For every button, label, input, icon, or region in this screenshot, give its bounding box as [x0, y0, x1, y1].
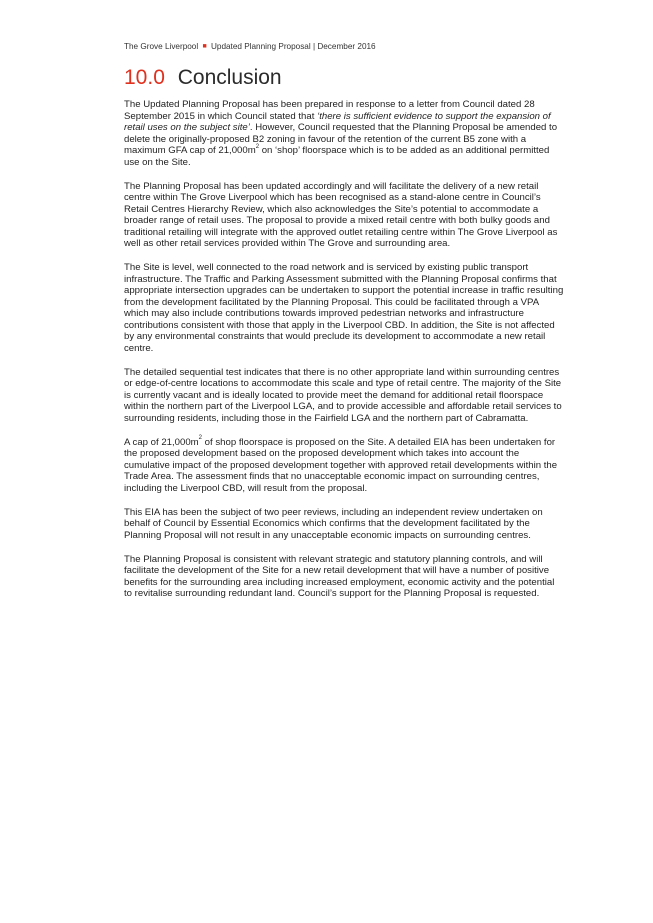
paragraph-1-text-c: on ‘shop’ floorspace which is to be added as an additional permitted use on the Site. — [124, 145, 550, 168]
header-document-subtitle: Updated Planning Proposal | December 2016 — [210, 42, 376, 51]
header-separator-icon: ■ — [202, 43, 207, 50]
paragraph-1-text-b: . However, Council requested that the Planning Proposal be amended to delete the originally-proposed B2 zoning in favour of the retention of the current B5 zone with a maximum GFA cap of 21,000m — [124, 122, 558, 156]
paragraph-7: The Planning Proposal is consistent with relevant strategic and statutory planning controls, and will facilitate the development of the Site for a new retail development that will have a number of positive benefits for the surrounding area including increased employment, economic activity and the potential to revitalise surrounding redundant land. Council’s support for the Planning Proposal is requested. — [124, 553, 555, 599]
paragraph-6: This EIA has been the subject of two peer reviews, including an independent review undertaken on behalf of Council by Essential Economics which confirms that the development facilitated by the Planning Proposal will not result in any unacceptable economic impacts on surrounding centres. — [124, 506, 543, 541]
paragraph-5-text-a: A cap of 21,000m — [124, 436, 199, 448]
header-document-name: The Grove Liverpool — [124, 42, 199, 51]
paragraph-1-text-a: The Updated Planning Proposal has been prepared in response to a letter from Council dated 28 September 2015 in which Council stated that — [124, 99, 535, 122]
paragraph-5-superscript: 2 — [198, 435, 203, 442]
paragraph-5-text-b: of shop floorspace is proposed on the Site. A detailed EIA has been undertaken for the proposed development based on the proposed development which takes into account the cumulative impact of the proposed development together with approved retail developments within the Trade Area. The assessment finds that no unacceptable economic impact on surrounding centres, including the Liverpool CBD, will result from the proposal. — [124, 436, 558, 494]
paragraph-2: The Planning Proposal has been updated accordingly and will facilitate the delivery of a new retail centre within The Grove Liverpool which has been recognised as a stand-alone centre in Council’s Retail Centres Hierarchy Review, which also acknowledges the Site’s potential to accommodate a broader range of retail uses. The proposal to provide a mixed retail centre with both bulky goods and traditional retailing will integrate with the approved outlet retailing centre within The Grove Liverpool as well as other retail services provided within The Grove and surrounding area. — [124, 180, 558, 249]
section-number: 10.0 — [124, 66, 165, 89]
section-heading — [124, 66, 282, 89]
paragraph-4: The detailed sequential test indicates that there is no other appropriate land within surrounding centres or edge-of-centre locations to accommodate this scale and type of retail centre. The majority of the Site is currently vacant and is ideally located to provide meet the demand for additional retail floorspace within the northern part of the Liverpool LGA, and to provide accessible and affordable retail services to surrounding residents, including those in the Fairfield LGA and the northern part of Cabramatta. — [124, 366, 562, 424]
paragraph-1-quote: ‘there is sufficient evidence to support the expansion of retail uses on the subject site’ — [124, 110, 551, 133]
paragraph-1 — [124, 99, 564, 168]
section-title: Conclusion — [177, 66, 282, 89]
paragraph-5 — [124, 437, 564, 495]
body-text — [124, 99, 564, 612]
paragraph-3: The Site is level, well connected to the road network and is serviced by existing public transport infrastructure. The Traffic and Parking Assessment submitted with the Planning Proposal confirms that appropriate intersection upgrades can be undertaken to support the potential increase in traffic resulting from the development facilitated by the Planning Proposal. This could be facilitated through a VPA which may also include contributions towards improved pedestrian networks and infrastructure contributions consistent with those that apply in the Liverpool CBD. In addition, the Site is not affected by any environmental constraints that would preclude its development to accommodate a new retail centre. — [124, 262, 564, 354]
paragraph-1-superscript: 2 — [255, 143, 260, 150]
running-header — [124, 42, 376, 51]
